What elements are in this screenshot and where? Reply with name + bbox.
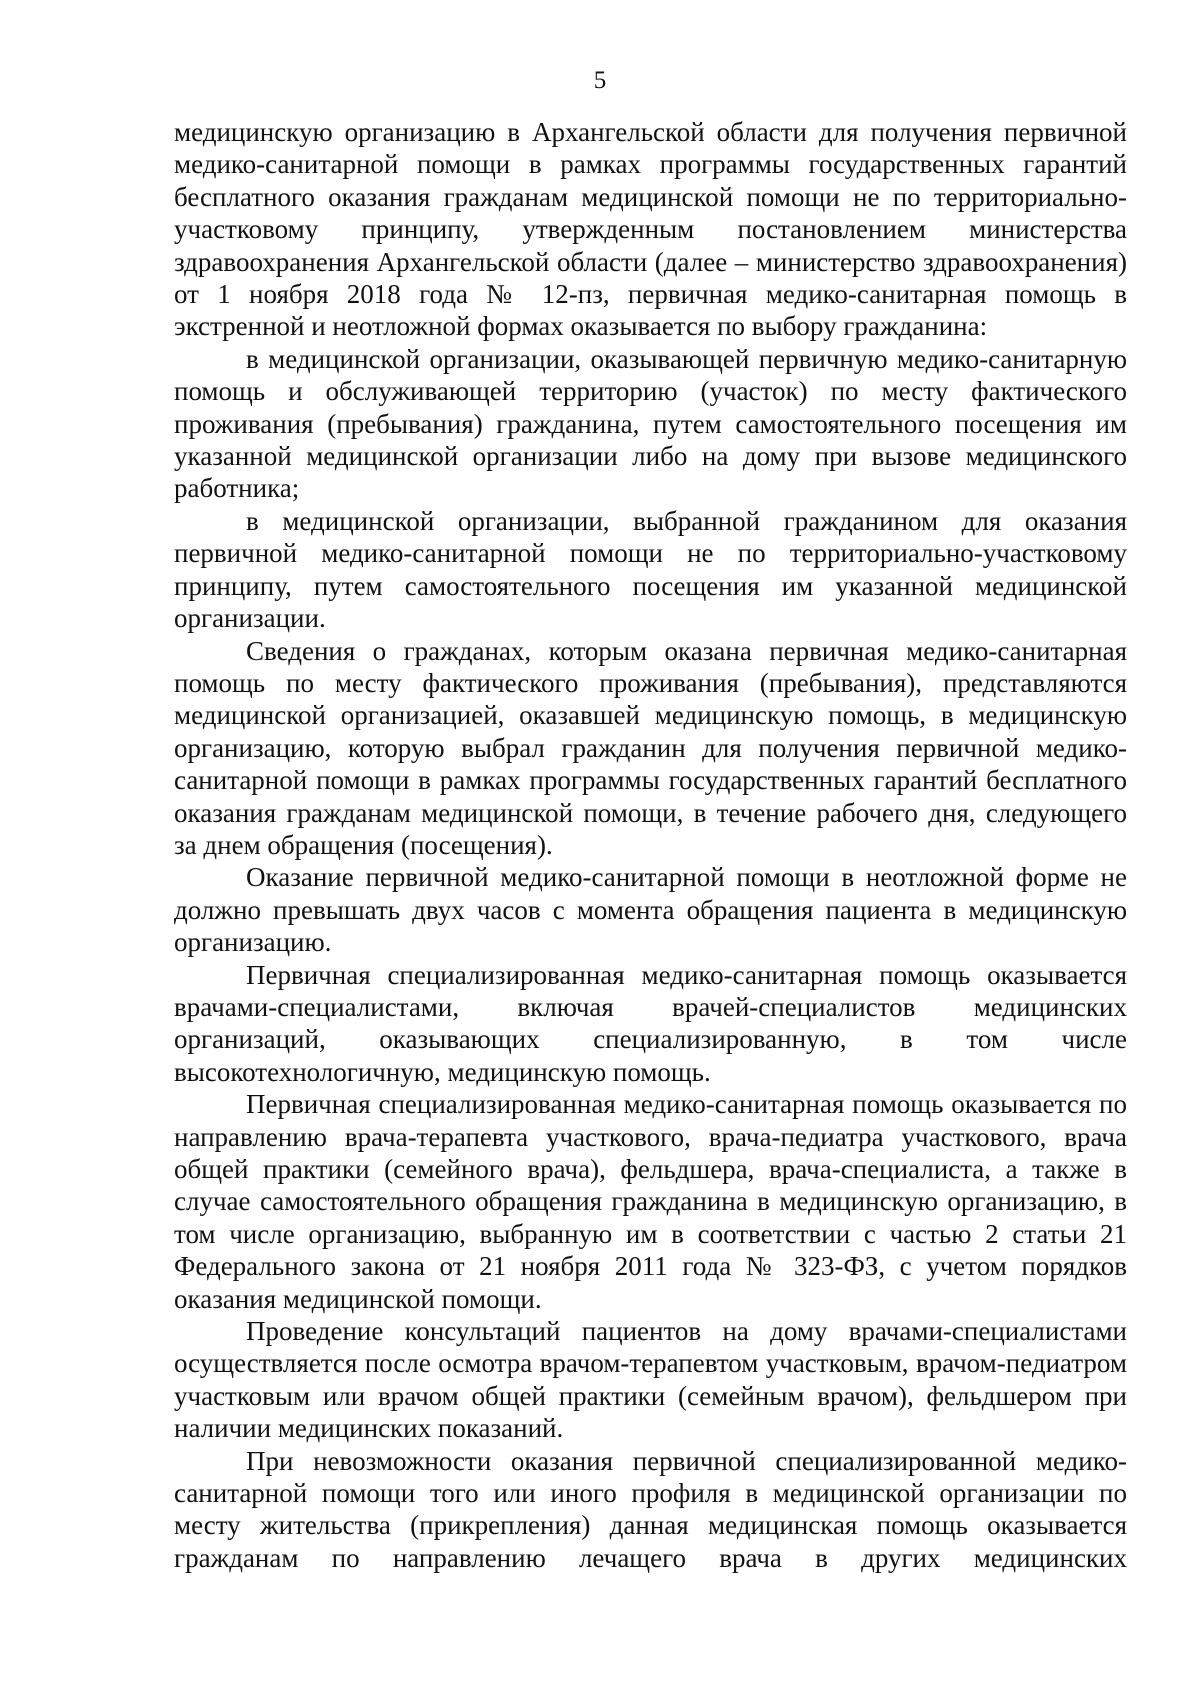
paragraph-referral-other-organizations: При невозможности оказания первичной специализированной медико-санитарной помощи того или иного профиля в медицинской организации по месту жительства (прикрепления) данная медицинская помощь оказывается гражданам по направлению лечащего врача в других медицинских (174, 1445, 1127, 1573)
paragraph-option-local-organization: в медицинской организации, оказывающей первичную медико-санитарную помощь и обслуживающей территорию (участок) по месту фактического проживания (пребывания) гражданина, путем самостоятельного посещения им указанной медицинской организации либо на дому при вызове медицинского работника; (174, 343, 1127, 504)
paragraph-home-consultations: Проведение консультаций пациентов на дому врачами-специалистами осуществляется после осмотра врачом-терапевтом участковым, врачом-педиатром участковым или врачом общей практики (семейным врачом), фельдшером при наличии медицинских показаний. (174, 1316, 1127, 1444)
paragraph-option-chosen-organization: в медицинской организации, выбранной гражданином для оказания первичной медико-санитарной помощи не по территориально-участковому принципу, путем самостоятельного посещения им указанной медицинской организации. (174, 505, 1127, 634)
paragraph-continuation: медицинскую организацию в Архангельской области для получения первичной медико-санитарной помощи в рамках программы государственных гарантий бесплатного оказания гражданам медицинской помощи не по территориально-участковому принципу, утвержденным постановлением министерства здравоохранения Архангельской области (далее – министерство здравоохранения) от 1 ноября 2018 года № 12-пз, первичная медико-санитарная помощь в экстренной и неотложной формах оказывается по выбору гражданина: (174, 117, 1127, 342)
paragraph-specialized-care-providers: Первичная специализированная медико-санитарная помощь оказывается врачами-специалистами, включая врачей-специалистов медицинских организаций, оказывающих специализированную, в том числе высокотехнологичную, медицинскую помощь. (174, 959, 1127, 1087)
paragraph-urgent-care-time: Оказание первичной медико-санитарной помощи в неотложной форме не должно превышать двух часов с момента обращения пациента в медицинскую организацию. (174, 862, 1127, 958)
paragraph-citizen-records: Сведения о гражданах, которым оказана первичная медико-санитарная помощь по месту фактического проживания (пребывания), представляются медицинской организацией, оказавшей медицинскую помощь, в медицинскую организацию, которую выбрал гражданин для получения первичной медико-санитарной помощи в рамках программы государственных гарантий бесплатного оказания гражданам медицинской помощи, в течение рабочего дня, следующего за днем обращения (посещения). (174, 635, 1127, 860)
document-body (174, 116, 1127, 1574)
page-number: 5 (593, 67, 607, 94)
paragraph-specialized-care-referral: Первичная специализированная медико-санитарная помощь оказывается по направлению врача-терапевта участкового, врача-педиатра участкового, врача общей практики (семейного врача), фельдшера, врача-специалиста, а также в случае самостоятельного обращения гражданина в медицинскую организацию, в том числе организацию, выбранную им в соответствии с частью 2 статьи 21 Федерального закона от 21 ноября 2011 года № 323-ФЗ, с учетом порядков оказания медицинской помощи. (174, 1089, 1127, 1314)
